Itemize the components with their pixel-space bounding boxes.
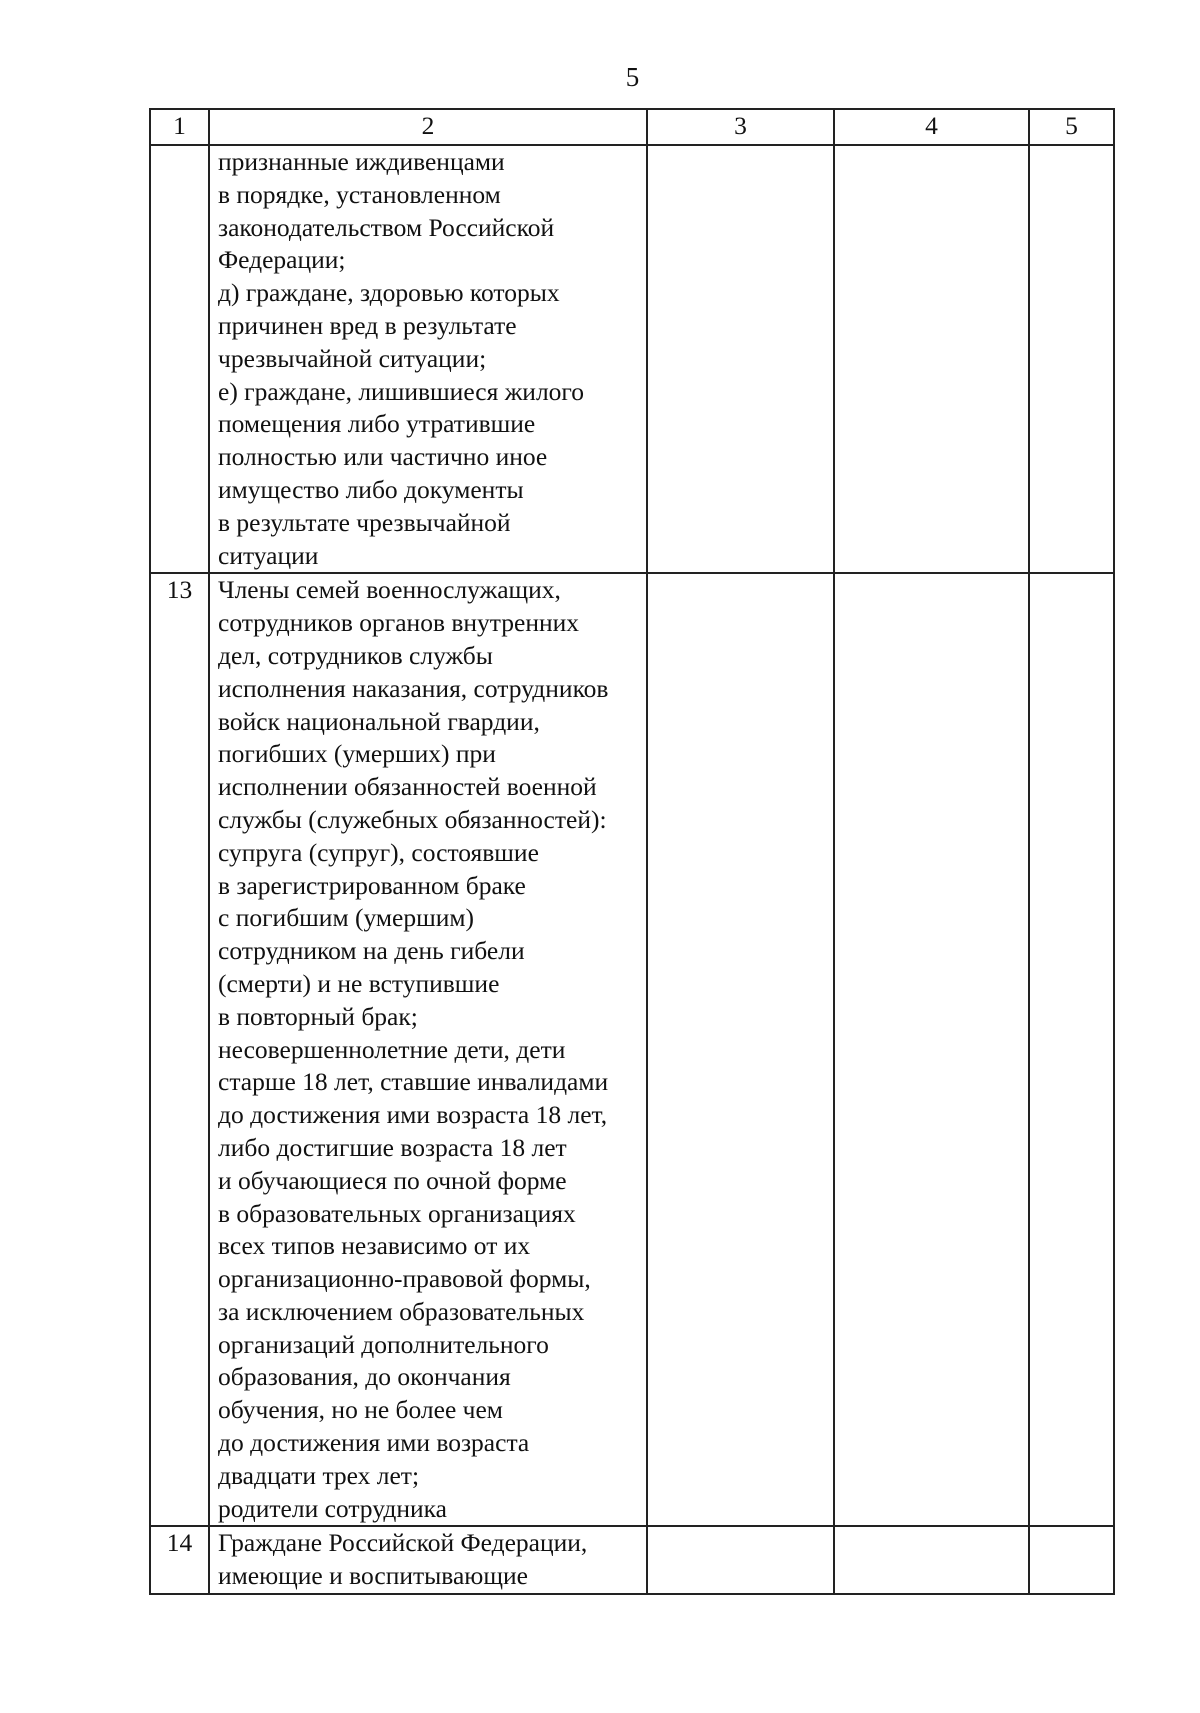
text-line: в образовательных организациях — [218, 1198, 576, 1228]
text-line: в результате чрезвычайной — [218, 507, 511, 537]
text-line: организационно-правовой формы, — [218, 1264, 591, 1294]
text-line: сотрудником на день гибели — [218, 936, 525, 966]
row-text — [210, 574, 646, 1525]
text-line: полностью или частично иное — [218, 442, 548, 472]
text-line: исполнении обязанностей военной — [218, 772, 597, 802]
text-line: Федерации; — [218, 245, 346, 275]
text-line: чрезвычайной ситуации; — [218, 343, 487, 373]
text-line: погибших (умерших) при — [218, 739, 496, 769]
row-text — [210, 1527, 646, 1593]
row-text-cell — [209, 573, 647, 1526]
text-line: исполнения наказания, сотрудников — [218, 673, 609, 703]
column-header: 2 — [209, 109, 647, 145]
row-number: 14 — [150, 1526, 209, 1594]
text-line: законодательством Российской — [218, 212, 555, 242]
text-line: в зарегистрированном браке — [218, 870, 526, 900]
text-line: супруга (супруг), состоявшие — [218, 837, 539, 867]
table-row — [150, 145, 1114, 573]
text-line: старше 18 лет, ставшие инвалидами — [218, 1067, 609, 1097]
column-5-cell — [1029, 1526, 1114, 1594]
text-line: либо достигшие возраста 18 лет — [218, 1132, 567, 1162]
table-header-row — [150, 109, 1114, 145]
text-line: войск национальной гвардии, — [218, 706, 540, 736]
text-line: е) граждане, лишившиеся жилого — [218, 376, 585, 406]
text-line: всех типов независимо от их — [218, 1231, 531, 1261]
column-header: 5 — [1029, 109, 1114, 145]
column-4-cell — [834, 1526, 1029, 1594]
row-text-cell — [209, 1526, 647, 1594]
text-line: за исключением образовательных — [218, 1296, 585, 1326]
text-line: обучения, но не более чем — [218, 1395, 503, 1425]
text-line: до достижения ими возраста — [218, 1428, 530, 1458]
column-5-cell — [1029, 145, 1114, 573]
text-line: двадцати трех лет; — [218, 1460, 420, 1490]
text-line: в порядке, установленном — [218, 179, 501, 209]
table-row — [150, 1526, 1114, 1594]
row-number: 13 — [150, 573, 209, 1526]
text-line: признанные иждивенцами — [218, 147, 505, 176]
document-table — [149, 108, 1115, 1595]
column-header: 3 — [647, 109, 834, 145]
text-line: Члены семей военнослужащих, — [218, 575, 561, 605]
column-3-cell — [647, 1526, 834, 1594]
text-line: имущество либо документы — [218, 474, 524, 504]
text-line: несовершеннолетние дети, дети — [218, 1034, 566, 1064]
text-line: родители сотрудника — [218, 1493, 447, 1523]
column-header: 4 — [834, 109, 1029, 145]
text-line: дел, сотрудников службы — [218, 640, 493, 670]
text-line: организаций дополнительного — [218, 1329, 549, 1359]
text-line: имеющие и воспитывающие — [218, 1561, 528, 1591]
text-line: сотрудников органов внутренних — [218, 608, 580, 638]
column-header: 1 — [150, 109, 209, 145]
text-line: д) граждане, здоровью которых — [218, 278, 560, 308]
column-3-cell — [647, 145, 834, 573]
row-text-cell — [209, 145, 647, 573]
page-number: 5 — [625, 62, 640, 92]
text-line: в повторный брак; — [218, 1001, 418, 1031]
text-line: причинен вред в результате — [218, 310, 517, 340]
text-line: образования, до окончания — [218, 1362, 511, 1392]
text-line: до достижения ими возраста 18 лет, — [218, 1100, 608, 1130]
text-line: и обучающиеся по очной форме — [218, 1165, 567, 1195]
text-line: службы (служебных обязанностей): — [218, 804, 607, 834]
text-line: Граждане Российской Федерации, — [218, 1528, 588, 1558]
text-line: помещения либо утратившие — [218, 409, 536, 439]
text-line: ситуации — [218, 540, 319, 570]
row-text — [210, 146, 646, 572]
column-4-cell — [834, 145, 1029, 573]
column-3-cell — [647, 573, 834, 1526]
text-line: с погибшим (умершим) — [218, 903, 474, 933]
column-5-cell — [1029, 573, 1114, 1526]
column-4-cell — [834, 573, 1029, 1526]
table-row — [150, 573, 1114, 1526]
row-number — [150, 145, 209, 573]
text-line: (смерти) и не вступившие — [218, 968, 500, 998]
